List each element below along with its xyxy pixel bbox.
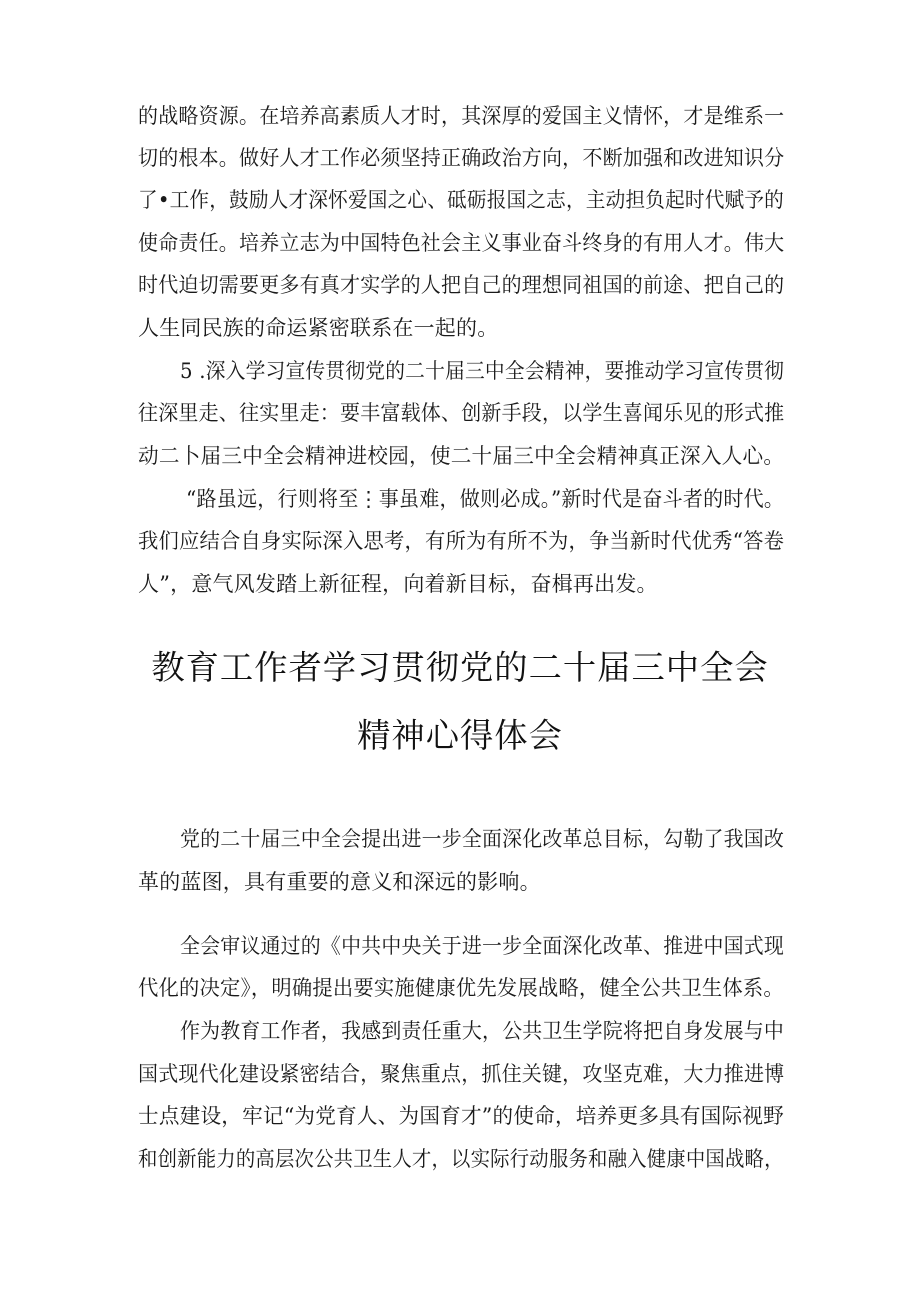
text-line: 切的根本。做好人才工作必须坚持正确政治方向，不断加强和改进知识分: [138, 146, 785, 170]
text-line: 人”，意气风发踏上新征程，向着新目标，奋楫再出发。: [138, 572, 658, 596]
text-line: 的战略资源。在培养高素质人才时，其深厚的爱国主义情怀，才是维系一: [138, 104, 785, 128]
text-line: 作为教育工作者，我感到责任重大，公共卫生学院将把自身发展与中: [180, 1019, 785, 1043]
text-line: 人生同民族的命运紧密联系在一起的。: [138, 316, 499, 340]
text-line: 和创新能力的高层次公共卫生人才，以实际行动服务和融入健康中国战略，: [138, 1147, 784, 1171]
text-line: 党的二十届三中全会提出进一步全面深化改革总目标，勾勒了我国改: [180, 827, 785, 851]
text-line: 5 .深入学习宣传贯彻党的二十届三中全会精神，要推动学习宣传贯彻: [180, 359, 785, 383]
text-line: 国式现代化建设紧密结合，聚焦重点，抓住关键，攻坚克难，大力推进博: [138, 1062, 785, 1086]
text-line: 革的蓝图，具有重要的意义和深远的影响。: [138, 870, 541, 894]
text-line: 时代迫切需要更多有真才实学的人把自己的理想同祖国的前途、把自己的: [138, 273, 785, 297]
article-title: 精神心得体会: [357, 716, 563, 755]
text-line: 动二卜届三中全会精神进校园，使二十届三中全会精神真正深入人心。: [138, 444, 785, 468]
text-line: 往深里走、往实里走：要丰富载体、创新手段，以学生喜闻乐见的形式推: [138, 401, 785, 425]
text-line: 使命责任。培养立志为中国特色社会主义事业奋斗终身的有用人才。伟大: [138, 231, 785, 255]
text-line: 代化的决定》，明确提出要实施健康优先发展战略，健全公共卫生体系。: [138, 976, 784, 1000]
text-line: 士点建设，牢记“为党育人、为国育才”的使命，培养更多具有国际视野: [138, 1104, 784, 1128]
text-line: 我们应结合自身实际深入思考，有所为有所不为，争当新时代优秀“答卷: [138, 529, 785, 553]
article-title: 教育工作者学习贯彻党的二十届三中全会: [151, 648, 769, 687]
text-line: “路虽远，行则将至⋮事虽难，做则必成。”新时代是奋斗者的时代。: [186, 487, 785, 511]
text-line: 了•工作，鼓励人才深怀爱国之心、砥砺报国之志，主动担负起时代赋予的: [138, 188, 785, 212]
text-line: 全会审议通过的《中共中央关于进一步全面深化改革、推进中国式现: [180, 934, 785, 958]
